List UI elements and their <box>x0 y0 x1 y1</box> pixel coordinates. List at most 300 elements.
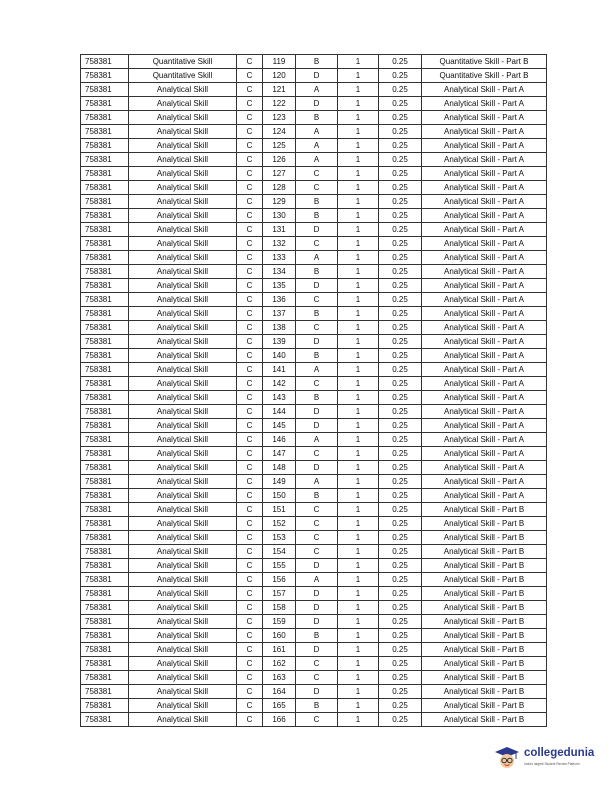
candidate-id-cell: 758381 <box>81 559 129 573</box>
candidate-id-cell: 758381 <box>81 181 129 195</box>
answer-key-cell: A <box>296 125 338 139</box>
marks-cell: 1 <box>338 349 379 363</box>
negative-marks-cell: 0.25 <box>379 293 422 307</box>
table-row <box>81 125 547 139</box>
marks-cell: 1 <box>338 503 379 517</box>
question-number-cell: 147 <box>263 447 296 461</box>
marks-cell: 1 <box>338 475 379 489</box>
set-cell: C <box>237 349 263 363</box>
section-cell: Analytical Skill <box>129 181 237 195</box>
subsection-cell: Analytical Skill - Part A <box>422 279 547 293</box>
set-cell: C <box>237 181 263 195</box>
negative-marks-cell: 0.25 <box>379 139 422 153</box>
set-cell: C <box>237 475 263 489</box>
marks-cell: 1 <box>338 97 379 111</box>
set-cell: C <box>237 55 263 69</box>
table-row <box>81 699 547 713</box>
negative-marks-cell: 0.25 <box>379 55 422 69</box>
section-cell: Analytical Skill <box>129 545 237 559</box>
candidate-id-cell: 758381 <box>81 685 129 699</box>
table-row <box>81 461 547 475</box>
table-row <box>81 363 547 377</box>
answer-key-cell: B <box>296 391 338 405</box>
answer-key-cell: D <box>296 559 338 573</box>
answer-key-cell: B <box>296 111 338 125</box>
section-cell: Analytical Skill <box>129 349 237 363</box>
subsection-cell: Analytical Skill - Part A <box>422 321 547 335</box>
candidate-id-cell: 758381 <box>81 209 129 223</box>
section-cell: Analytical Skill <box>129 447 237 461</box>
question-number-cell: 136 <box>263 293 296 307</box>
marks-cell: 1 <box>338 657 379 671</box>
answer-key-cell: D <box>296 69 338 83</box>
negative-marks-cell: 0.25 <box>379 237 422 251</box>
candidate-id-cell: 758381 <box>81 307 129 321</box>
answer-key-table <box>80 54 547 727</box>
set-cell: C <box>237 153 263 167</box>
section-cell: Analytical Skill <box>129 531 237 545</box>
set-cell: C <box>237 195 263 209</box>
answer-key-cell: A <box>296 139 338 153</box>
question-number-cell: 154 <box>263 545 296 559</box>
section-cell: Analytical Skill <box>129 223 237 237</box>
set-cell: C <box>237 419 263 433</box>
marks-cell: 1 <box>338 195 379 209</box>
negative-marks-cell: 0.25 <box>379 699 422 713</box>
subsection-cell: Analytical Skill - Part B <box>422 629 547 643</box>
marks-cell: 1 <box>338 363 379 377</box>
question-number-cell: 142 <box>263 377 296 391</box>
negative-marks-cell: 0.25 <box>379 447 422 461</box>
candidate-id-cell: 758381 <box>81 433 129 447</box>
set-cell: C <box>237 251 263 265</box>
set-cell: C <box>237 391 263 405</box>
answer-key-cell: C <box>296 181 338 195</box>
set-cell: C <box>237 307 263 321</box>
subsection-cell: Analytical Skill - Part A <box>422 167 547 181</box>
marks-cell: 1 <box>338 671 379 685</box>
question-number-cell: 133 <box>263 251 296 265</box>
question-number-cell: 148 <box>263 461 296 475</box>
table-row <box>81 97 547 111</box>
candidate-id-cell: 758381 <box>81 419 129 433</box>
table-row <box>81 545 547 559</box>
table-row <box>81 181 547 195</box>
negative-marks-cell: 0.25 <box>379 223 422 237</box>
subsection-cell: Analytical Skill - Part A <box>422 363 547 377</box>
set-cell: C <box>237 699 263 713</box>
answer-key-cell: B <box>296 195 338 209</box>
subsection-cell: Analytical Skill - Part A <box>422 293 547 307</box>
subsection-cell: Analytical Skill - Part A <box>422 83 547 97</box>
marks-cell: 1 <box>338 237 379 251</box>
subsection-cell: Analytical Skill - Part B <box>422 545 547 559</box>
answer-key-cell: C <box>296 671 338 685</box>
subsection-cell: Analytical Skill - Part A <box>422 265 547 279</box>
negative-marks-cell: 0.25 <box>379 83 422 97</box>
question-number-cell: 137 <box>263 307 296 321</box>
answer-key-cell: A <box>296 363 338 377</box>
question-number-cell: 128 <box>263 181 296 195</box>
subsection-cell: Analytical Skill - Part A <box>422 377 547 391</box>
negative-marks-cell: 0.25 <box>379 685 422 699</box>
negative-marks-cell: 0.25 <box>379 587 422 601</box>
section-cell: Analytical Skill <box>129 461 237 475</box>
question-number-cell: 122 <box>263 97 296 111</box>
question-number-cell: 166 <box>263 713 296 727</box>
negative-marks-cell: 0.25 <box>379 559 422 573</box>
candidate-id-cell: 758381 <box>81 195 129 209</box>
table-row <box>81 167 547 181</box>
question-number-cell: 160 <box>263 629 296 643</box>
candidate-id-cell: 758381 <box>81 503 129 517</box>
table-row <box>81 559 547 573</box>
graduate-mascot-icon <box>494 745 520 771</box>
candidate-id-cell: 758381 <box>81 699 129 713</box>
question-number-cell: 144 <box>263 405 296 419</box>
negative-marks-cell: 0.25 <box>379 713 422 727</box>
table-row <box>81 349 547 363</box>
section-cell: Analytical Skill <box>129 671 237 685</box>
table-row <box>81 685 547 699</box>
answer-key-cell: A <box>296 153 338 167</box>
answer-key-table-body <box>81 55 547 727</box>
candidate-id-cell: 758381 <box>81 223 129 237</box>
marks-cell: 1 <box>338 223 379 237</box>
section-cell: Analytical Skill <box>129 489 237 503</box>
question-number-cell: 158 <box>263 601 296 615</box>
candidate-id-cell: 758381 <box>81 643 129 657</box>
question-number-cell: 125 <box>263 139 296 153</box>
question-number-cell: 146 <box>263 433 296 447</box>
candidate-id-cell: 758381 <box>81 55 129 69</box>
answer-key-cell: D <box>296 587 338 601</box>
marks-cell: 1 <box>338 587 379 601</box>
question-number-cell: 127 <box>263 167 296 181</box>
negative-marks-cell: 0.25 <box>379 545 422 559</box>
section-cell: Quantitative Skill <box>129 55 237 69</box>
negative-marks-cell: 0.25 <box>379 209 422 223</box>
answer-key-cell: A <box>296 573 338 587</box>
answer-key-cell: C <box>296 517 338 531</box>
answer-key-cell: D <box>296 279 338 293</box>
subsection-cell: Analytical Skill - Part B <box>422 573 547 587</box>
set-cell: C <box>237 615 263 629</box>
set-cell: C <box>237 503 263 517</box>
section-cell: Analytical Skill <box>129 83 237 97</box>
table-row <box>81 279 547 293</box>
marks-cell: 1 <box>338 419 379 433</box>
table-row <box>81 573 547 587</box>
negative-marks-cell: 0.25 <box>379 251 422 265</box>
set-cell: C <box>237 209 263 223</box>
subsection-cell: Analytical Skill - Part B <box>422 657 547 671</box>
table-row <box>81 657 547 671</box>
set-cell: C <box>237 69 263 83</box>
question-number-cell: 123 <box>263 111 296 125</box>
logo-wordmark: collegedunia <box>524 747 595 759</box>
answer-key-cell: C <box>296 237 338 251</box>
answer-key-cell: D <box>296 97 338 111</box>
candidate-id-cell: 758381 <box>81 97 129 111</box>
negative-marks-cell: 0.25 <box>379 349 422 363</box>
subsection-cell: Analytical Skill - Part A <box>422 489 547 503</box>
subsection-cell: Analytical Skill - Part A <box>422 125 547 139</box>
subsection-cell: Analytical Skill - Part B <box>422 503 547 517</box>
candidate-id-cell: 758381 <box>81 629 129 643</box>
candidate-id-cell: 758381 <box>81 349 129 363</box>
answer-key-cell: C <box>296 321 338 335</box>
subsection-cell: Analytical Skill - Part A <box>422 153 547 167</box>
candidate-id-cell: 758381 <box>81 545 129 559</box>
section-cell: Analytical Skill <box>129 601 237 615</box>
question-number-cell: 145 <box>263 419 296 433</box>
candidate-id-cell: 758381 <box>81 447 129 461</box>
set-cell: C <box>237 335 263 349</box>
set-cell: C <box>237 489 263 503</box>
answer-key-cell: C <box>296 377 338 391</box>
question-number-cell: 135 <box>263 279 296 293</box>
set-cell: C <box>237 657 263 671</box>
candidate-id-cell: 758381 <box>81 167 129 181</box>
section-cell: Analytical Skill <box>129 307 237 321</box>
marks-cell: 1 <box>338 405 379 419</box>
section-cell: Analytical Skill <box>129 713 237 727</box>
section-cell: Analytical Skill <box>129 587 237 601</box>
candidate-id-cell: 758381 <box>81 517 129 531</box>
marks-cell: 1 <box>338 111 379 125</box>
section-cell: Analytical Skill <box>129 699 237 713</box>
candidate-id-cell: 758381 <box>81 587 129 601</box>
set-cell: C <box>237 237 263 251</box>
candidate-id-cell: 758381 <box>81 153 129 167</box>
candidate-id-cell: 758381 <box>81 251 129 265</box>
table-row <box>81 55 547 69</box>
subsection-cell: Analytical Skill - Part A <box>422 237 547 251</box>
subsection-cell: Analytical Skill - Part B <box>422 615 547 629</box>
negative-marks-cell: 0.25 <box>379 405 422 419</box>
question-number-cell: 155 <box>263 559 296 573</box>
table-row <box>81 237 547 251</box>
answer-key-cell: D <box>296 419 338 433</box>
table-row <box>81 601 547 615</box>
section-cell: Analytical Skill <box>129 125 237 139</box>
section-cell: Analytical Skill <box>129 153 237 167</box>
table-row <box>81 223 547 237</box>
negative-marks-cell: 0.25 <box>379 517 422 531</box>
subsection-cell: Analytical Skill - Part B <box>422 685 547 699</box>
negative-marks-cell: 0.25 <box>379 167 422 181</box>
section-cell: Analytical Skill <box>129 615 237 629</box>
question-number-cell: 162 <box>263 657 296 671</box>
marks-cell: 1 <box>338 615 379 629</box>
candidate-id-cell: 758381 <box>81 293 129 307</box>
negative-marks-cell: 0.25 <box>379 573 422 587</box>
answer-key-cell: C <box>296 545 338 559</box>
marks-cell: 1 <box>338 125 379 139</box>
set-cell: C <box>237 573 263 587</box>
marks-cell: 1 <box>338 685 379 699</box>
marks-cell: 1 <box>338 55 379 69</box>
section-cell: Analytical Skill <box>129 335 237 349</box>
question-number-cell: 152 <box>263 517 296 531</box>
marks-cell: 1 <box>338 629 379 643</box>
subsection-cell: Analytical Skill - Part A <box>422 349 547 363</box>
table-row <box>81 405 547 419</box>
candidate-id-cell: 758381 <box>81 237 129 251</box>
subsection-cell: Analytical Skill - Part A <box>422 419 547 433</box>
question-number-cell: 151 <box>263 503 296 517</box>
subsection-cell: Analytical Skill - Part B <box>422 587 547 601</box>
question-number-cell: 157 <box>263 587 296 601</box>
negative-marks-cell: 0.25 <box>379 307 422 321</box>
subsection-cell: Analytical Skill - Part A <box>422 447 547 461</box>
candidate-id-cell: 758381 <box>81 713 129 727</box>
marks-cell: 1 <box>338 517 379 531</box>
question-number-cell: 153 <box>263 531 296 545</box>
marks-cell: 1 <box>338 265 379 279</box>
section-cell: Analytical Skill <box>129 573 237 587</box>
table-row <box>81 209 547 223</box>
candidate-id-cell: 758381 <box>81 279 129 293</box>
table-row <box>81 335 547 349</box>
negative-marks-cell: 0.25 <box>379 433 422 447</box>
negative-marks-cell: 0.25 <box>379 391 422 405</box>
answer-key-cell: A <box>296 83 338 97</box>
candidate-id-cell: 758381 <box>81 405 129 419</box>
section-cell: Analytical Skill <box>129 293 237 307</box>
answer-key-cell: B <box>296 307 338 321</box>
section-cell: Analytical Skill <box>129 111 237 125</box>
set-cell: C <box>237 601 263 615</box>
set-cell: C <box>237 97 263 111</box>
negative-marks-cell: 0.25 <box>379 321 422 335</box>
section-cell: Analytical Skill <box>129 237 237 251</box>
set-cell: C <box>237 433 263 447</box>
marks-cell: 1 <box>338 531 379 545</box>
subsection-cell: Analytical Skill - Part B <box>422 517 547 531</box>
subsection-cell: Analytical Skill - Part A <box>422 181 547 195</box>
question-number-cell: 134 <box>263 265 296 279</box>
marks-cell: 1 <box>338 433 379 447</box>
answer-key-cell: D <box>296 615 338 629</box>
table-row <box>81 195 547 209</box>
section-cell: Analytical Skill <box>129 643 237 657</box>
subsection-cell: Analytical Skill - Part B <box>422 699 547 713</box>
subsection-cell: Analytical Skill - Part A <box>422 335 547 349</box>
candidate-id-cell: 758381 <box>81 391 129 405</box>
question-number-cell: 131 <box>263 223 296 237</box>
subsection-cell: Quantitative Skill - Part B <box>422 55 547 69</box>
question-number-cell: 164 <box>263 685 296 699</box>
candidate-id-cell: 758381 <box>81 489 129 503</box>
answer-key-cell: B <box>296 349 338 363</box>
negative-marks-cell: 0.25 <box>379 97 422 111</box>
table-row <box>81 139 547 153</box>
answer-key-cell: A <box>296 475 338 489</box>
subsection-cell: Analytical Skill - Part A <box>422 307 547 321</box>
section-cell: Analytical Skill <box>129 279 237 293</box>
section-cell: Analytical Skill <box>129 139 237 153</box>
marks-cell: 1 <box>338 139 379 153</box>
negative-marks-cell: 0.25 <box>379 195 422 209</box>
subsection-cell: Analytical Skill - Part A <box>422 405 547 419</box>
set-cell: C <box>237 713 263 727</box>
table-row <box>81 69 547 83</box>
table-row <box>81 377 547 391</box>
subsection-cell: Analytical Skill - Part A <box>422 209 547 223</box>
candidate-id-cell: 758381 <box>81 111 129 125</box>
marks-cell: 1 <box>338 601 379 615</box>
question-number-cell: 120 <box>263 69 296 83</box>
section-cell: Analytical Skill <box>129 97 237 111</box>
set-cell: C <box>237 125 263 139</box>
candidate-id-cell: 758381 <box>81 475 129 489</box>
negative-marks-cell: 0.25 <box>379 629 422 643</box>
question-number-cell: 159 <box>263 615 296 629</box>
set-cell: C <box>237 461 263 475</box>
question-number-cell: 141 <box>263 363 296 377</box>
answer-key-cell: C <box>296 657 338 671</box>
candidate-id-cell: 758381 <box>81 363 129 377</box>
negative-marks-cell: 0.25 <box>379 279 422 293</box>
subsection-cell: Analytical Skill - Part B <box>422 601 547 615</box>
candidate-id-cell: 758381 <box>81 139 129 153</box>
section-cell: Analytical Skill <box>129 629 237 643</box>
answer-key-cell: B <box>296 265 338 279</box>
section-cell: Analytical Skill <box>129 433 237 447</box>
marks-cell: 1 <box>338 167 379 181</box>
answer-key-cell: C <box>296 503 338 517</box>
section-cell: Analytical Skill <box>129 363 237 377</box>
set-cell: C <box>237 587 263 601</box>
marks-cell: 1 <box>338 293 379 307</box>
candidate-id-cell: 758381 <box>81 321 129 335</box>
marks-cell: 1 <box>338 209 379 223</box>
set-cell: C <box>237 139 263 153</box>
subsection-cell: Analytical Skill - Part B <box>422 643 547 657</box>
marks-cell: 1 <box>338 279 379 293</box>
answer-key-cell: B <box>296 629 338 643</box>
marks-cell: 1 <box>338 153 379 167</box>
table-row <box>81 251 547 265</box>
set-cell: C <box>237 223 263 237</box>
marks-cell: 1 <box>338 83 379 97</box>
question-number-cell: 126 <box>263 153 296 167</box>
negative-marks-cell: 0.25 <box>379 657 422 671</box>
marks-cell: 1 <box>338 307 379 321</box>
answer-key-cell: D <box>296 685 338 699</box>
table-row <box>81 111 547 125</box>
section-cell: Analytical Skill <box>129 405 237 419</box>
answer-key-cell: B <box>296 209 338 223</box>
candidate-id-cell: 758381 <box>81 657 129 671</box>
question-number-cell: 129 <box>263 195 296 209</box>
question-number-cell: 130 <box>263 209 296 223</box>
marks-cell: 1 <box>338 643 379 657</box>
negative-marks-cell: 0.25 <box>379 671 422 685</box>
table-row <box>81 433 547 447</box>
negative-marks-cell: 0.25 <box>379 377 422 391</box>
subsection-cell: Quantitative Skill - Part B <box>422 69 547 83</box>
candidate-id-cell: 758381 <box>81 531 129 545</box>
answer-key-cell: B <box>296 699 338 713</box>
table-row <box>81 391 547 405</box>
table-row <box>81 671 547 685</box>
question-number-cell: 150 <box>263 489 296 503</box>
subsection-cell: Analytical Skill - Part A <box>422 391 547 405</box>
question-number-cell: 119 <box>263 55 296 69</box>
